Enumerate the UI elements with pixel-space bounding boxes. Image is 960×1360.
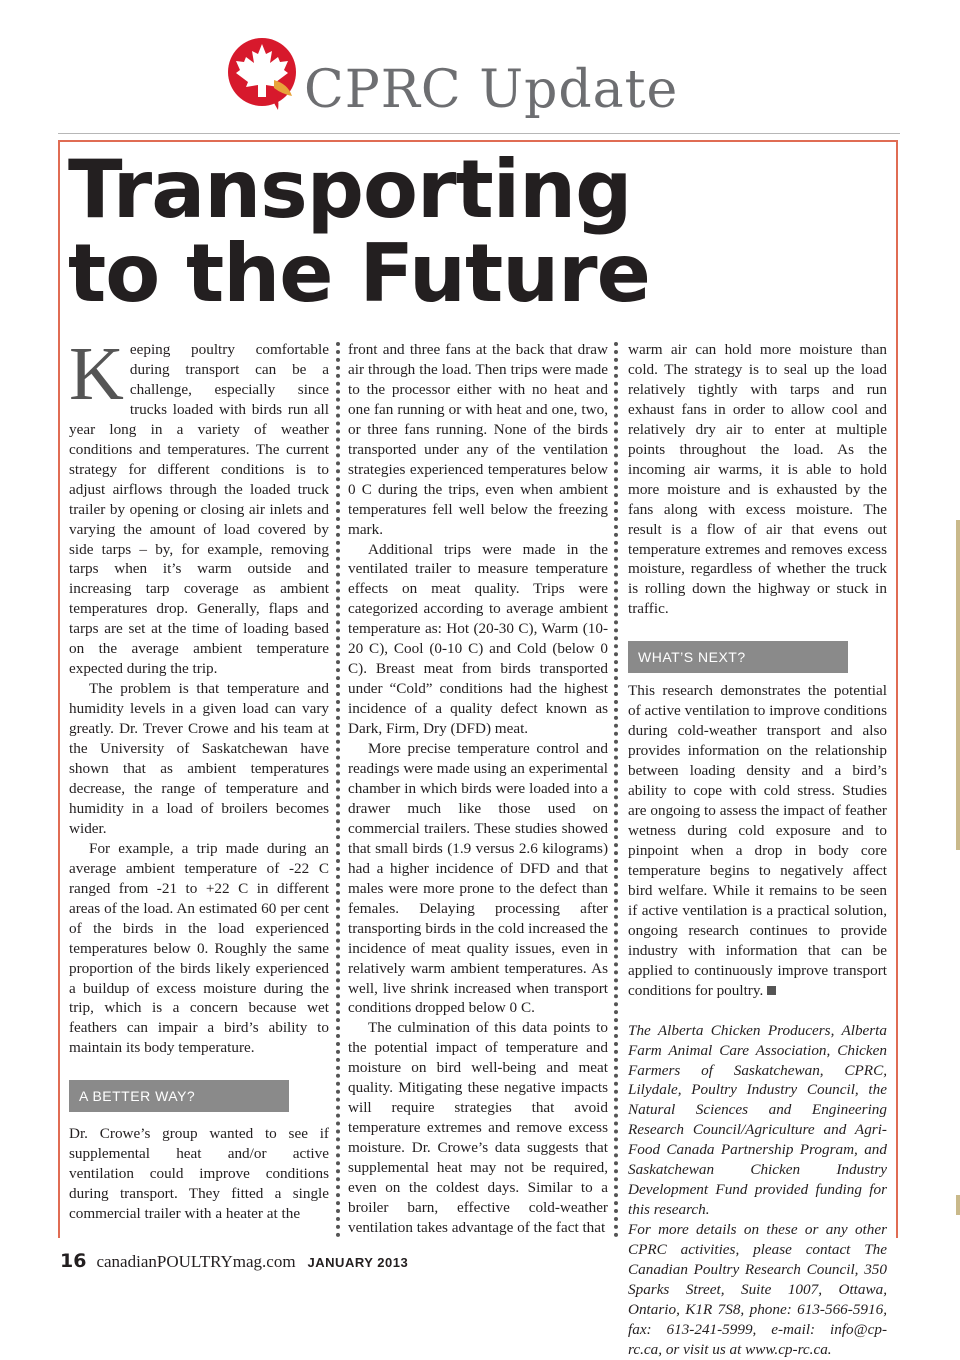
contact-credit: For more details on these or any other CPRC activities, please contact The Canadian Poultry Research Council, 350 Sparks Street, Suite 1007, Ottawa, Ontario, K1R 7S8, phone: 613-566-5916, fax: 613-241-5999, e-mail: info@cp-rc.ca, or visit us at www.cp-rc.ca. — [628, 1221, 887, 1358]
column-1 — [69, 332, 329, 1224]
magazine-site: canadianPOULTRYmag.com — [96, 1252, 296, 1271]
column-divider — [336, 342, 340, 1238]
paragraph: The culmination of this data points to the potential impact of temperature and moisture on bird well-being and meat quality. Mitigating these negative impacts will require strategies that avoid temperature extremes and remove excess moisture. Dr. Crowe’s data suggests that supplemental heat may not be required, even on the coldest days. Similar to a broiler barn, effective cold-weather ventilation takes advantage of the fact that — [348, 1019, 608, 1236]
column-3 — [628, 340, 887, 1360]
subhead-whats-next: WHAT’S NEXT? — [628, 641, 848, 673]
headline-line-1: Transporting — [68, 143, 632, 236]
paragraph: front and three fans at the back that draw air through the load. Then trips were made to the processor either with no heat and one fan running or with heat and one, two, or three fans running. None of the birds transported under any of the ventilation strategies experienced temperatures below 0 C during the trips, even when ambient temperatures fell well below the freezing mark. — [348, 341, 608, 538]
issue-date: JANUARY 2013 — [307, 1255, 409, 1270]
paragraph: Keeping poultry comfortable during transport can be a challenge, especially since trucks loaded with birds run all year long in a variety of weather conditions and temperatures. The current strategy for different conditions is to adjust airflows through the loaded truck trailer by opening or closing air inlets and varying the amount of load covered by side tarps – by, for example, removing tarps when it’s warm outside and increasing tarp coverage as ambient temperatures drop. Generally, flaps and tarps are set at the time of loading based on the average ambient temperature expected during the trip. — [69, 332, 329, 678]
paragraph: Dr. Crowe’s group wanted to see if supplemental heat and/or active ventilation could improve conditions during transport. They fitted a single commercial trailer with a heater at the — [69, 1125, 329, 1223]
paragraph: The problem is that temperature and humidity levels in a given load can vary greatly. Dr. Trever Crowe and his team at the University of Saskatchewan have shown that as ambient temperatures decrease, the range of temperature and humidity in a load of broilers becomes wider. — [69, 680, 329, 837]
article-headline — [68, 143, 650, 320]
page-edge — [956, 1195, 960, 1215]
cprc-maple-leaf-logo — [222, 30, 310, 118]
paragraph: More precise temperature control and readings were made using an experimental chamber in which birds were loaded into a drawer much like those used on commercial trailers. These studies showed that small birds (1.9 versus 2.6 kilograms) had a higher incidence of DFD and that males were more prone to the defect than females. Delaying processing after transporting birds in the cold increased the incidence of meat quality issues, even in relatively warm ambient temperatures. As well, live shrink increased when transport conditions dropped below 0 C. — [348, 740, 608, 1017]
paragraph: Additional trips were made in the ventilated trailer to measure temperature effects on meat quality. Trips were categorized according to average ambient temperature as: Hot (20-30 C), Warm (10-20 C), Cool (0-10 C) and Cold (below 0 C). Breast meat from birds transported under “Cold” conditions had the highest incidence of a quality defect known as Dark, Firm, Dry (DFD) meat. — [348, 540, 608, 738]
column-2 — [348, 340, 608, 1238]
funding-credit: The Alberta Chicken Producers, Alberta Farm Animal Care Association, Chicken Farmers of Saskatchewan, CPRC, Lilydale, Poultry Industry Council, the Natural Sciences and Engineering Research Council/Agriculture and Agri-Food Canada Partnership Program, and Saskatchewan Chicken Industry Development Fund provided funding for this research. — [628, 1021, 887, 1219]
page-edge — [956, 520, 960, 850]
headline-line-2: to the Future — [68, 227, 650, 320]
paragraph: This research demonstrates the potential of active ventilation to improve conditions during cold-weather transport and also provides information on the relationship between loading density and a bird’s ability to cope with cold stress. Studies are ongoing to assess the impact of feather wetness during cold exposure and to pinpoint when a drop in body core temperature begins to negatively affect bird welfare. While it remains to be seen if active ventilation is a practical solution, ongoing research continues to provide industry with information that can be applied to continuously improve transport conditions for poultry. — [628, 682, 887, 999]
column-divider — [614, 342, 618, 1238]
page-number: 16 — [60, 1250, 87, 1272]
header-rule — [58, 133, 900, 134]
drop-cap: K — [69, 332, 124, 416]
page-footer — [60, 1246, 408, 1276]
paragraph: For example, a trip made during an average ambient temperature of -22 C ranged from -21 to +22 C in different areas of the load. An estimated 60 per cent of the birds in the load experienced temperatures below 0. Roughly the same proportion of the birds likely experienced a buildup of excess moisture during the trip, which is a concern because wet feathers can impair a bird’s ability to maintain its body temperature. — [69, 839, 329, 1057]
subhead-better-way: A BETTER WAY? — [69, 1080, 289, 1112]
end-mark — [767, 986, 776, 995]
paragraph: warm air can hold more moisture than cold. The strategy is to seal up the load relatively tightly with tarps and run exhaust fans in order to allow cool and relatively dry air to enter at multiple points throughout the load. As the incoming air warms, it is able to hold more moisture and is exhausted by the fans along with excess moisture. The result is a flow of air that evens out temperature extremes and removes excess moisture, regardless of whether the truck is rolling down the highway or stuck in traffic. — [628, 341, 887, 618]
section-title: CPRC Update — [304, 60, 679, 120]
